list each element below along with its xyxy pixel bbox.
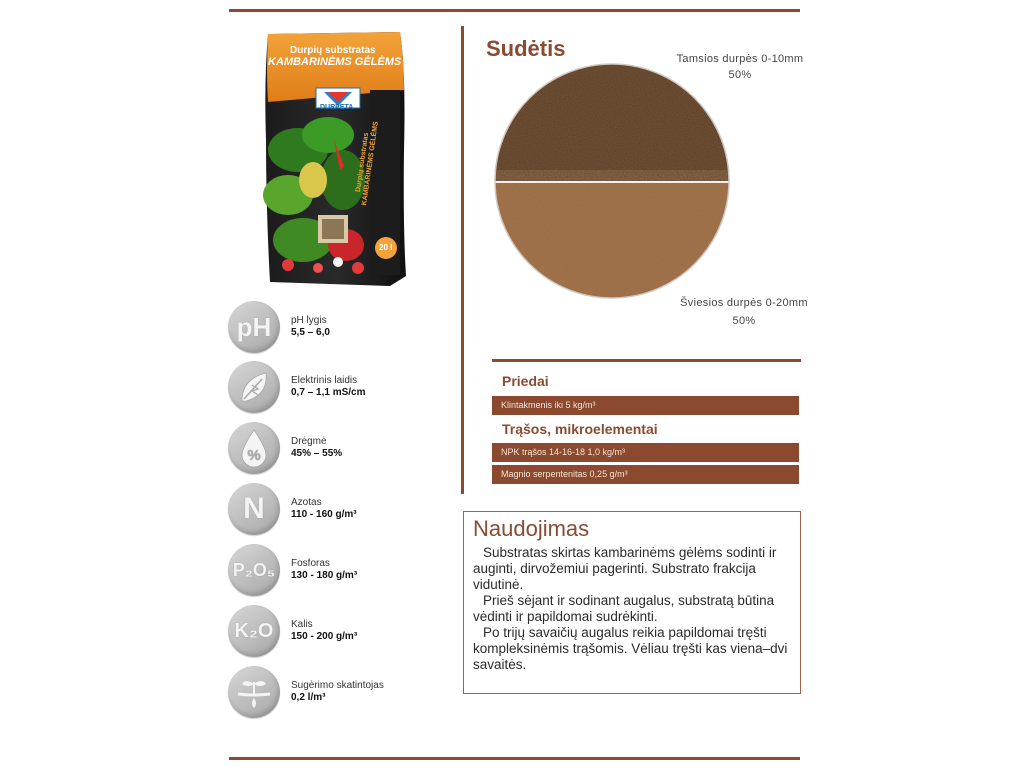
param-label: Drėgmė [291,436,327,447]
param-value: 110 - 160 g/m³ [291,509,357,520]
fertilizer-item: Magnio serpentenitas 0,25 g/m³ [492,465,799,484]
param-value: 0,7 – 1,1 mS/cm [291,387,366,398]
additives-divider [492,359,801,362]
leaf-icon [228,361,280,413]
param-value: 0,2 l/m³ [291,692,326,703]
top-divider [229,9,800,12]
percent-drop-icon [228,422,280,474]
sprout-icon [228,666,280,718]
param-label: Elektrinis laidis [291,375,358,386]
param-value: 45% – 55% [291,448,343,459]
usage-paragraph: Substratas skirtas kambarinėms gėlėms sodinti ir auginti, dirvožemiui pagerinti. Substrato frakcija vidutinė. [473,545,777,592]
light-peat-label: Šviesios durpės 0-20mm 50% [680,297,808,327]
bag-volume: 20 l [379,243,393,252]
param-potassium [291,619,357,643]
param-label: Kalis [291,619,313,630]
svg-text:%: % [247,447,261,464]
usage-paragraph: Prieš sėjant ir sodinant augalus, substratą būtina vėdinti ir papildomai sudrėkinti. [473,593,775,624]
bag-side-text: Durpių substratas KAMBARINĖMS GĖLĖMS [354,121,380,206]
nitrogen-icon: N [228,483,280,535]
param-label: Azotas [291,497,322,508]
param-ph [291,315,330,339]
param-moisture [291,436,342,460]
param-label: Sugėrimo skatintojas [291,680,384,691]
usage-box [463,511,801,694]
usage-title: Naudojimas [473,516,590,541]
peat-composition-circle [493,62,731,300]
param-value: 5,5 – 6,0 [291,327,330,338]
additive-item: Klintakmenis iki 5 kg/m³ [492,396,799,415]
phosphorus-icon: P₂O₅ [228,544,280,596]
additives-heading: Priedai [502,373,549,389]
param-ec [291,375,366,399]
param-value: 130 - 180 g/m³ [291,570,358,581]
param-label: Fosforas [291,558,330,569]
usage-paragraph: Po trijų savaičių augalus reikia papildomai tręšti kompleksinėmis trąšomis. Vėliau tręšti kas viena–dvi savaitės. [473,625,788,672]
potassium-icon: K₂O [228,605,280,657]
fertilizer-heading: Trąšos, mikroelementai [502,421,658,437]
param-label: pH lygis [291,315,327,326]
bag-brand: DURPETA [320,104,354,111]
bag-title-line1: Durpių substratas [290,45,376,56]
usage-text [473,545,798,673]
bottom-divider [229,757,800,760]
bag-title-line2: KAMBARINĖMS GĖLĖMS [268,56,402,68]
ph-icon: pH [228,301,280,353]
column-divider [461,26,464,494]
fertilizer-item: NPK trąšos 14-16-18 1,0 kg/m³ [492,443,799,462]
param-value: 150 - 200 g/m³ [291,631,358,642]
composition-title: Sudėtis [486,36,566,61]
dark-peat-label: Tamsios durpės 0-10mm 50% [676,53,804,81]
param-absorption [291,680,384,704]
param-nitrogen [291,497,357,521]
param-phosphorus [291,558,357,582]
